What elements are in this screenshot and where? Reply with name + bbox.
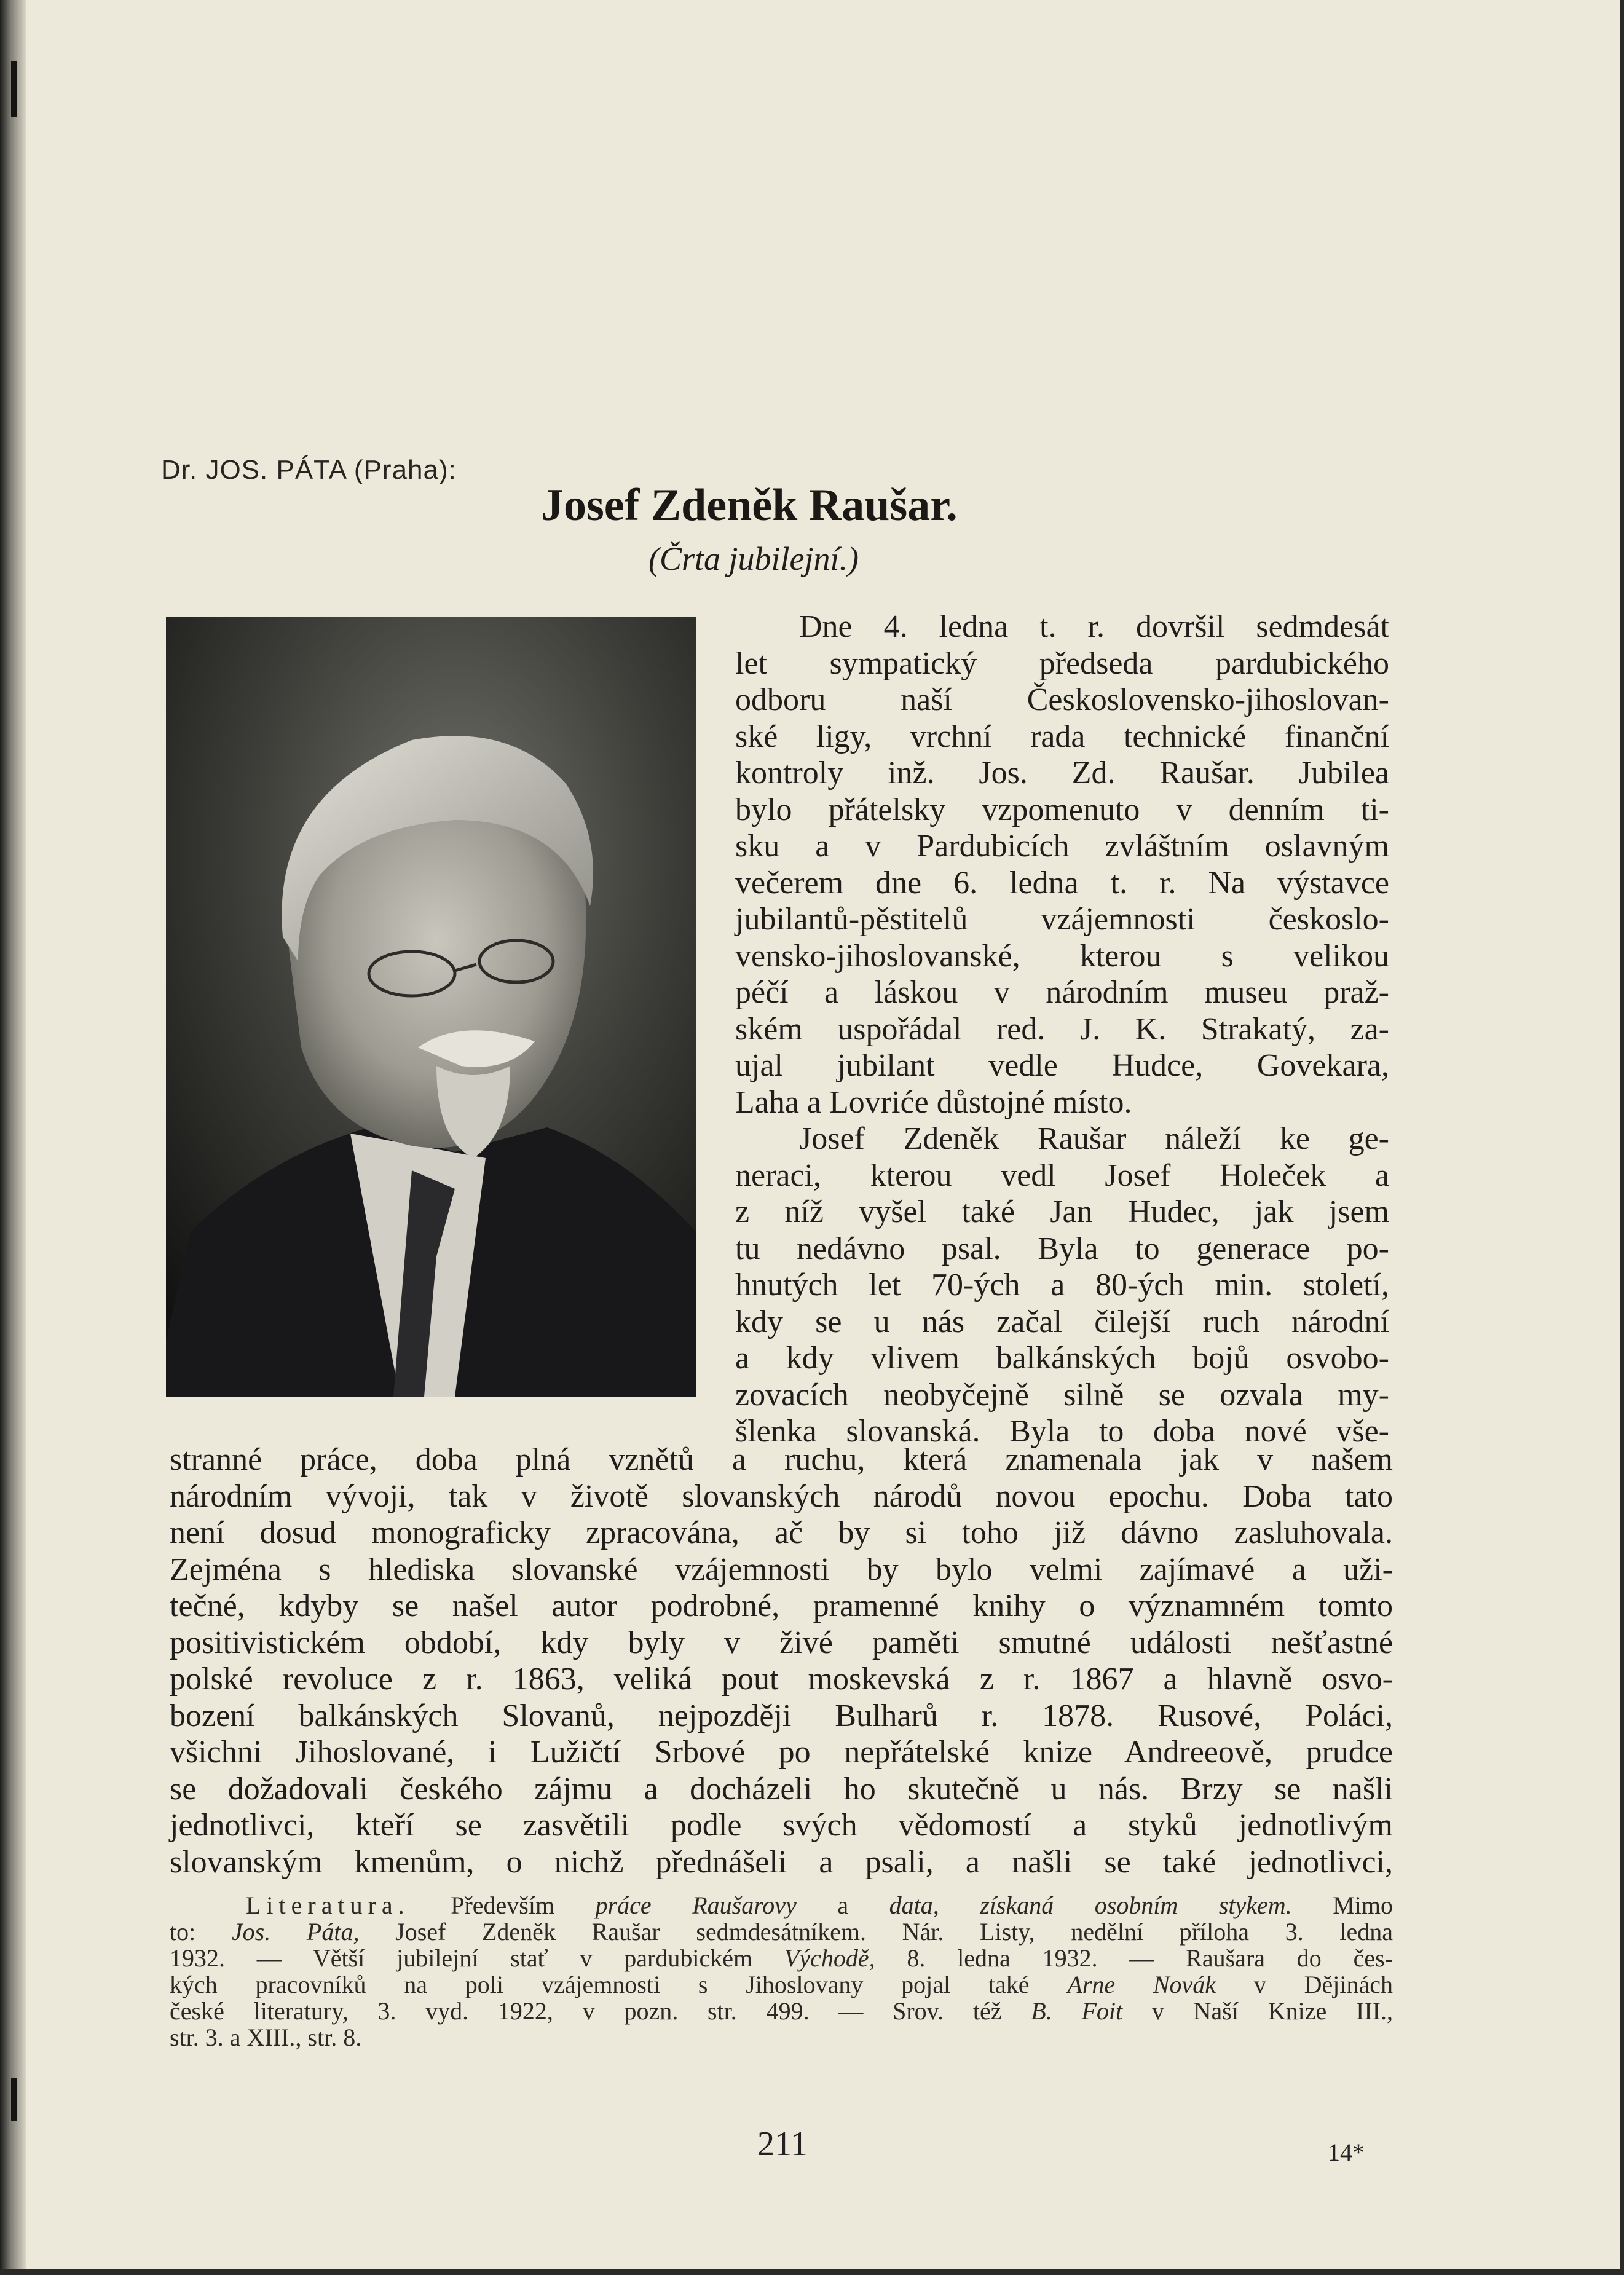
footnote-text: 1932. — Větší jubilejní stať v pardubickém: [170, 1944, 784, 1972]
text-line: všichni Jihoslované, i Lužičtí Srbové po nepřátelské knize Andreeově, prudce: [170, 1735, 1393, 1770]
text-line: z níž vyšel také Jan Hudec, jak jsem: [735, 1194, 1389, 1229]
footnote-italic: práce Raušarovy: [595, 1891, 797, 1919]
author-byline: Dr. JOS. PÁTA (Praha):: [161, 455, 457, 485]
article-body: [170, 1441, 1393, 1880]
text-line: sku a v Pardubicích zvláštním oslavným: [735, 829, 1389, 864]
footnote-text: Především: [409, 1891, 596, 1919]
article-column: [735, 609, 1389, 1450]
text-line: jednotlivci, kteří se zasvětili podle svých vědomostí a styků jednotlivým: [170, 1808, 1393, 1843]
text-line: hnutých let 70-ých a 80-ých min. století,: [735, 1268, 1389, 1303]
binding-mark: [11, 61, 17, 117]
text-line: a kdy vlivem balkánských bojů osvobo-: [735, 1341, 1389, 1376]
footnote-text: Mimo: [1291, 1891, 1393, 1919]
binding-mark: [11, 2078, 17, 2121]
article-subtitle: (Črta jubilejní.): [648, 540, 859, 577]
footnote-italic: Arne Novák: [1067, 1971, 1216, 1998]
text-line: Josef Zdeněk Raušar náleží ke ge-: [799, 1121, 1389, 1156]
footnote-text: to:: [170, 1918, 232, 1946]
text-line: bylo přátelsky vzpomenuto v denním ti-: [735, 792, 1389, 827]
text-line: tu nedávno psal. Byla to generace po-: [735, 1231, 1389, 1266]
article-title: Josef Zdeněk Raušar.: [541, 480, 958, 530]
footnote-italic: Jos. Páta,: [231, 1918, 360, 1946]
sheet-signature: 14*: [1328, 2139, 1365, 2166]
text-line: polské revoluce z r. 1863, veliká pout moskevská z r. 1867 a hlavně osvo-: [170, 1662, 1393, 1697]
text-line: ujal jubilant vedle Hudce, Govekara,: [735, 1048, 1389, 1083]
text-line: se dožadovali českého zájmu a docházeli ho skutečně u nás. Brzy se našli: [170, 1771, 1393, 1807]
text-line: kdy se u nás začal čilejší ruch národní: [735, 1304, 1389, 1339]
footnote: [170, 1892, 1393, 2051]
footnote-line: str. 3. a XIII., str. 8.: [170, 2024, 362, 2051]
text-line: let sympatický předseda pardubického: [735, 645, 1389, 681]
footnote-line: [170, 1892, 1393, 1918]
portrait-photo: [166, 617, 696, 1397]
text-line: Dne 4. ledna t. r. dovršil sedmdesát: [799, 609, 1389, 644]
text-line: tečné, kdyby se našel autor podrobné, pramenné knihy o významném tomto: [170, 1588, 1393, 1623]
footnote-label: Literatura.: [246, 1891, 410, 1919]
footnote-line: [170, 1918, 1393, 1945]
text-line: večerem dne 6. ledna t. r. Na výstavce: [735, 865, 1389, 901]
footnote-line: [170, 1971, 1393, 1998]
footnote-italic: data, získaná osobním stykem.: [889, 1891, 1292, 1919]
footnote-text: v Naší Knize III.,: [1122, 1997, 1393, 2025]
text-line: národním vývoji, tak v životě slovanských národů novou epochu. Doba tato: [170, 1478, 1393, 1514]
footnote-text: 8. ledna 1932. — Raušara do čes-: [875, 1944, 1393, 1972]
text-line: stranné práce, doba plná vznětů a ruchu, která znamenala jak v našem: [170, 1442, 1393, 1477]
text-line: ské ligy, vrchní rada technické finanční: [735, 719, 1389, 754]
text-line: šlenka slovanská. Byla to doba nové vše-: [735, 1414, 1389, 1449]
text-line: zovacích neobyčejně silně se ozvala my-: [735, 1377, 1389, 1413]
text-line: není dosud monograficky zpracována, ač by si toho již dávno zasluhovala.: [170, 1515, 1393, 1550]
text-line: Laha a Lovriće důstojné místo.: [735, 1084, 1132, 1120]
text-line: positivistickém období, kdy byly v živé paměti smutné události nešťastné: [170, 1625, 1393, 1660]
footnote-text: a: [796, 1891, 889, 1919]
text-line: neraci, kterou vedl Josef Holeček a: [735, 1157, 1389, 1193]
portrait-illustration: [166, 617, 696, 1397]
footnote-text: v Dějinách: [1216, 1971, 1393, 1998]
text-line: péčí a láskou v národním museu praž-: [735, 975, 1389, 1010]
footnote-text: kých pracovníků na poli vzájemnosti s Jihoslovany pojal také: [170, 1971, 1068, 1998]
page-number: 211: [757, 2125, 808, 2163]
text-line: odboru naší Československo-jihoslovan-: [735, 682, 1389, 717]
footnote-line: [170, 1998, 1393, 2024]
footnote-italic: B. Foit: [1031, 1997, 1123, 2025]
text-line: bození balkánských Slovanů, nejpozději Bulharů r. 1878. Rusové, Poláci,: [170, 1698, 1393, 1733]
page-gutter: [0, 0, 26, 2269]
text-line: ském uspořádal red. J. K. Strakatý, za-: [735, 1011, 1389, 1047]
text-line: Zejména s hlediska slovanské vzájemnosti by bylo velmi zajímavé a uži-: [170, 1551, 1393, 1587]
footnote-text: Josef Zdeněk Raušar sedmdesátníkem. Nár. Listy, nedělní příloha 3. ledna: [359, 1918, 1393, 1946]
text-line: vensko-jihoslovanské, kterou s velikou: [735, 938, 1389, 974]
text-line: slovanským kmenům, o nichž přednášeli a psali, a našli se také jednotlivci,: [170, 1844, 1393, 1880]
footnote-italic: Východě,: [784, 1944, 875, 1972]
text-line: jubilantů-pěstitelů vzájemnosti českoslo-: [735, 902, 1389, 937]
footnote-text: české literatury, 3. vyd. 1922, v pozn. str. 499. — Srov. též: [170, 1997, 1031, 2025]
footnote-line: [170, 1945, 1393, 1971]
text-line: kontroly inž. Jos. Zd. Raušar. Jubilea: [735, 755, 1389, 791]
